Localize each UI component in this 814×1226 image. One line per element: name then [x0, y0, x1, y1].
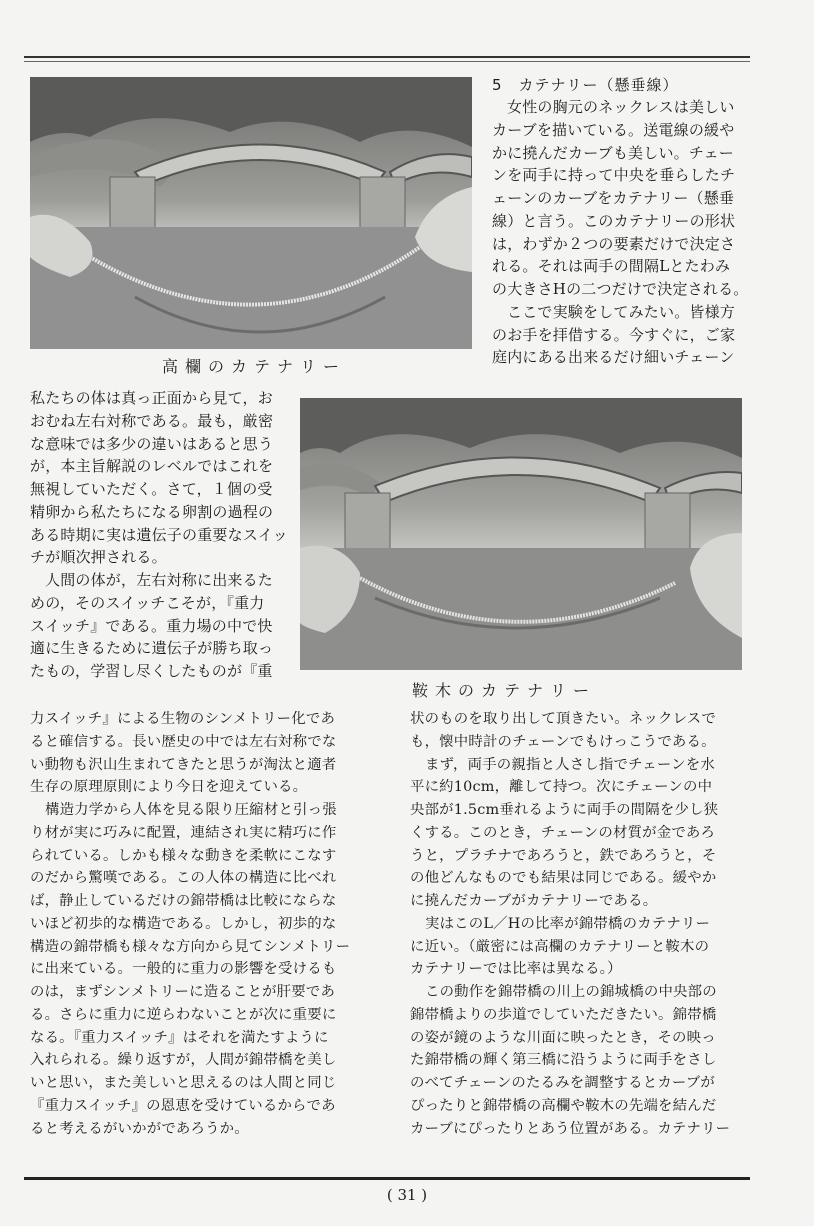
- paragraph-line: ると確信する。長い歴史の中では左右対称でな: [30, 733, 337, 750]
- paragraph-line: 精卵から私たちになる卵割の過程の: [30, 502, 274, 521]
- paragraph-line: のだから驚嘆である。この人体の構造に比べれ: [30, 870, 337, 887]
- paragraph-line: 平に約10cm，離して持つ。次にチェーンの中: [410, 779, 713, 796]
- paragraph-line: ここで実験をしてみたい。皆様方: [507, 302, 736, 321]
- paragraph-line: 女性の胸元のネックレスは美しい: [507, 98, 735, 116]
- left-column-mid-text: [30, 387, 288, 683]
- paragraph-line: 実はこのL／Hの比率が錦帯橋のカテナリー: [425, 915, 711, 932]
- paragraph-line: は，わずか２つの要素だけで決定さ: [492, 234, 736, 253]
- paragraph-line: カーブを描いている。送電線の緩や: [492, 120, 735, 139]
- top-rule: [24, 56, 750, 58]
- paragraph-line: も，懐中時計のチェーンでもけっこうである。: [410, 733, 716, 750]
- paragraph-line: 構造の錦帯橋も様々な方向から見てシンメトリー: [30, 938, 351, 955]
- paragraph-line: たもの，学習し尽くしたものが『重: [30, 662, 273, 680]
- paragraph-line: に近い。（厳密には高欄のカテナリーと鞍木の: [410, 938, 710, 955]
- paragraph-line: り材が実に巧みに配置，連結され実に精巧に作: [30, 824, 337, 841]
- paragraph-line: ェーンのカーブをカテナリー（懸垂: [492, 189, 735, 207]
- right-column-bottom-text: [410, 708, 730, 1140]
- paragraph-line: カーブにぴったりとあう位置がある。カテナリー: [410, 1120, 731, 1137]
- paragraph-line: 線）と言う。このカテナリーの形状: [492, 211, 736, 230]
- paragraph-line: 生存の原理原則により今日を迎えている。: [30, 779, 308, 796]
- paragraph-line: なる。『重力スイッチ』はそれを満たすように: [30, 1029, 329, 1046]
- paragraph-line: めの，そのスイッチこそが，『重力: [30, 593, 265, 612]
- right-column-top-text: [492, 96, 748, 369]
- photo-caption-koran: 高欄のカテナリー: [162, 357, 347, 376]
- paragraph-line: の他どんなものでも結果は同じである。緩やか: [410, 870, 717, 887]
- paragraph-line: いほど初歩的な構造である。しかし，初歩的な: [30, 915, 337, 932]
- bottom-rule: [24, 1177, 750, 1180]
- section-heading: 5 カテナリー（懸垂線）: [492, 76, 679, 94]
- paragraph-line: チが順次押される。: [30, 548, 167, 567]
- paragraph-line: 央部が1.5cm垂れるように両手の間隔を少し狭: [410, 802, 719, 818]
- paragraph-line: 構造力学から人体を見る限り圧縮材と引っ張: [45, 802, 337, 818]
- paragraph-line: 無視していただく。さて，１個の受: [30, 480, 273, 498]
- paragraph-line: 庭内にある出来るだけ細いチェーン: [492, 348, 735, 367]
- paragraph-line: 私たちの体は真っ正面から見て，お: [30, 389, 273, 407]
- paragraph-line: 状のものを取り出して頂きたい。ネックレスで: [410, 711, 716, 727]
- top-rule-thin: [24, 61, 750, 62]
- paragraph-line: る。さらに重力に逆らわないことが次に重要に: [30, 1006, 337, 1023]
- paragraph-line: いと思い，また美しいと思えるのは人間と同じ: [30, 1075, 337, 1091]
- paragraph-line: おむね左右対称である。最も，厳密: [30, 411, 274, 430]
- paragraph-line: ぴったりと錦帯橋の高欄や鞍木の先端を結んだ: [410, 1097, 717, 1114]
- paragraph-line: た錦帯橋の輝く第三橋に沿うように両手をさし: [410, 1052, 717, 1069]
- paragraph-line: のは，まずシンメトリーに造ることが肝要であ: [30, 984, 336, 1000]
- paragraph-line: の大きさHの二つだけで決定される。: [492, 280, 749, 298]
- paragraph-line: ると考えるがいかがであろうか。: [30, 1120, 249, 1137]
- paragraph-line: の姿が鏡のような川面に映ったとき，その映っ: [410, 1029, 716, 1046]
- paragraph-line: のお手を拝借する。今すぐに，ご家: [492, 325, 736, 344]
- paragraph-line: まず，両手の親指と人さし指でチェーンを水: [425, 756, 715, 773]
- paragraph-line: に撓んだカーブがカテナリーである。: [410, 893, 658, 909]
- paragraph-line: 『重力スイッチ』の恩恵を受けているからであ: [30, 1097, 336, 1114]
- paragraph-line: カテナリーでは比率は異なる。）: [410, 961, 622, 978]
- paragraph-line: い動物も沢山生まれてきたと思うが淘汰と適者: [30, 756, 337, 773]
- page-number: ( 31 ): [386, 1186, 428, 1204]
- paragraph-line: 適に生きるために遺伝子が勝ち取っ: [30, 639, 274, 658]
- photo-kuraki-catenary: [300, 398, 742, 670]
- paragraph-line: うと，プラチナであろうと，鉄であろうと，そ: [410, 847, 717, 864]
- paragraph-line: ある時期に実は遺伝子の重要なスイッ: [30, 525, 288, 544]
- paragraph-line: スイッチ』である。重力場の中で快: [30, 616, 273, 635]
- paragraph-line: かに撓んだカーブも美しい。チェー: [492, 143, 735, 162]
- paragraph-line: な意味では多少の違いはあると思う: [30, 434, 274, 453]
- paragraph-line: この動作を錦帯橋の川上の錦城橋の中央部の: [425, 984, 717, 1000]
- photo-koran-catenary: [30, 77, 472, 349]
- paragraph-line: 錦帯橋よりの歩道でしていただきたい。錦帯橋: [410, 1006, 717, 1023]
- paragraph-line: くする。このとき，チェーンの材質が金であろ: [410, 824, 716, 841]
- paragraph-line: られている。しかも様々な動きを柔軟にこなす: [30, 847, 337, 864]
- paragraph-line: のべてチェーンのたるみを調整するとカーブが: [410, 1075, 715, 1091]
- paragraph-line: ンを両手に持って中央を垂らしたチ: [492, 166, 736, 185]
- paragraph-line: れる。それは両手の間隔Lとたわみ: [492, 257, 731, 276]
- paragraph-line: に出来ている。一般的に重力の影響を受けるも: [30, 961, 337, 978]
- paragraph-line: ば，静止しているだけの錦帯橋は比較にならな: [30, 893, 337, 909]
- paragraph-line: が，本主旨解説のレベルではこれを: [30, 457, 274, 476]
- paragraph-line: 入れられる。繰り返すが，人間が錦帯橋を美し: [30, 1052, 337, 1069]
- left-column-bottom-text: [30, 708, 350, 1140]
- paragraph-line: 力スイッチ』による生物のシンメトリー化であ: [30, 711, 336, 727]
- paragraph-line: 人間の体が，左右対称に出来るた: [45, 571, 274, 589]
- photo-caption-kuraki: 鞍木のカテナリー: [412, 681, 597, 700]
